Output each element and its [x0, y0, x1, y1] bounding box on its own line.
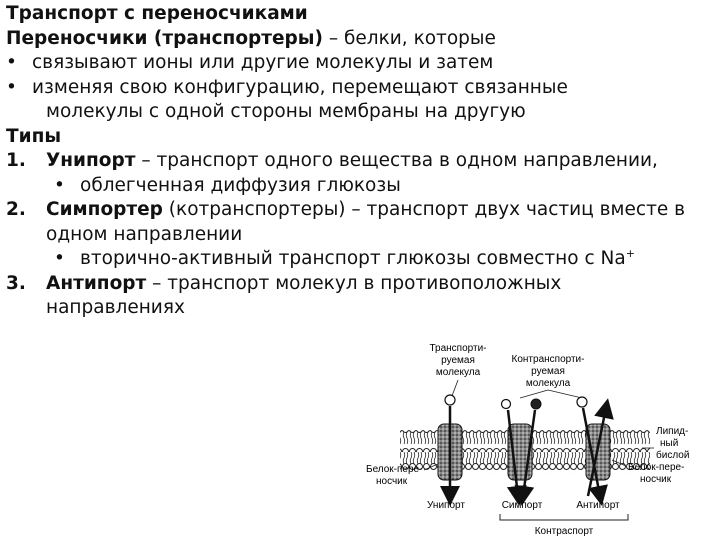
- bullet-icon: •: [6, 76, 17, 98]
- type-number: 2.: [6, 199, 26, 220]
- label-transported-molecule: руемая: [441, 355, 475, 366]
- type-name: Антипорт: [46, 272, 147, 294]
- molecule-circle: [445, 395, 455, 405]
- label-uniport: Унипорт: [427, 500, 465, 511]
- label-cotransported-molecule: молекула: [525, 378, 571, 389]
- pointer-line: [452, 380, 458, 396]
- type-sub-text: вторично-активный транспорт глюкозы совместно с Na: [80, 248, 626, 269]
- type-item-antiport: [6, 272, 714, 297]
- slide-text: [6, 2, 714, 321]
- type-sub-text: облегченная диффузия глюкозы: [80, 174, 401, 196]
- label-lipid-bilayer: Липид-: [656, 426, 689, 437]
- type-description: (котранспортеры) – транспорт двух частиц вместе в: [162, 199, 686, 220]
- bullet-continuation: молекулы с одной стороны мембраны на другую: [46, 101, 526, 122]
- label-cotransported-molecule: Контранспорти-: [511, 354, 585, 365]
- label-cotransport: Контраспорт: [534, 526, 594, 537]
- type-sub-item: [6, 247, 714, 272]
- cotransport-bracket: [500, 514, 628, 520]
- label-antiport: Антипорт: [576, 500, 620, 511]
- label-carrier-protein-right: Белок-пере-: [628, 462, 685, 473]
- type-name: Унипорт: [46, 150, 136, 171]
- label-lipid-bilayer: ный: [660, 438, 679, 449]
- bullet-icon: •: [54, 248, 65, 269]
- definition-line: [6, 27, 714, 52]
- type-item-uniport: [6, 149, 714, 174]
- pointer-line: [520, 390, 548, 398]
- bullet-item: [6, 76, 714, 101]
- type-sub-item: [6, 174, 714, 199]
- type-description-continuation: одном направлении: [46, 223, 243, 245]
- label-transported-molecule: молекула: [435, 367, 481, 378]
- bullet-text: изменяя свою конфигурацию, перемещают связанные: [32, 76, 568, 98]
- label-carrier-protein-left: Белок-пере-: [366, 464, 423, 475]
- bullet-icon: •: [54, 174, 65, 196]
- type-description: – транспорт молекул в противоположных: [146, 272, 562, 294]
- type-description-continuation: направлениях: [46, 297, 185, 318]
- types-heading: Типы: [6, 125, 62, 147]
- pointer-line: [548, 390, 582, 398]
- label-carrier-protein-right: носчик: [640, 474, 672, 485]
- label-symport: Симпорт: [501, 500, 543, 511]
- superscript-plus: +: [625, 247, 635, 260]
- bullet-item: [6, 51, 714, 76]
- type-number: 1.: [6, 150, 26, 171]
- type-item-symport: [6, 198, 714, 223]
- type-number: 3.: [6, 272, 26, 294]
- molecule-circle: [577, 397, 587, 407]
- label-transported-molecule: Транспорти-: [429, 343, 487, 354]
- label-carrier-protein-left: носчик: [376, 476, 408, 487]
- bullet-text: связывают ионы или другие молекулы и затем: [32, 52, 494, 73]
- definition-rest: – белки, которые: [322, 27, 496, 49]
- bullet-icon: •: [6, 52, 17, 73]
- molecule-circle: [502, 400, 511, 409]
- molecule-dot: [531, 399, 541, 409]
- slide-title: Транспорт с переносчиками: [6, 3, 308, 24]
- definition-term: Переносчики (транспортеры): [6, 27, 323, 49]
- type-description: – транспорт одного вещества в одном направлении,: [135, 150, 658, 171]
- label-lipid-bilayer: бислой: [656, 450, 690, 461]
- type-name: Симпортер: [46, 199, 163, 220]
- label-cotransported-molecule: руемая: [531, 366, 565, 377]
- transport-diagram: [360, 338, 716, 540]
